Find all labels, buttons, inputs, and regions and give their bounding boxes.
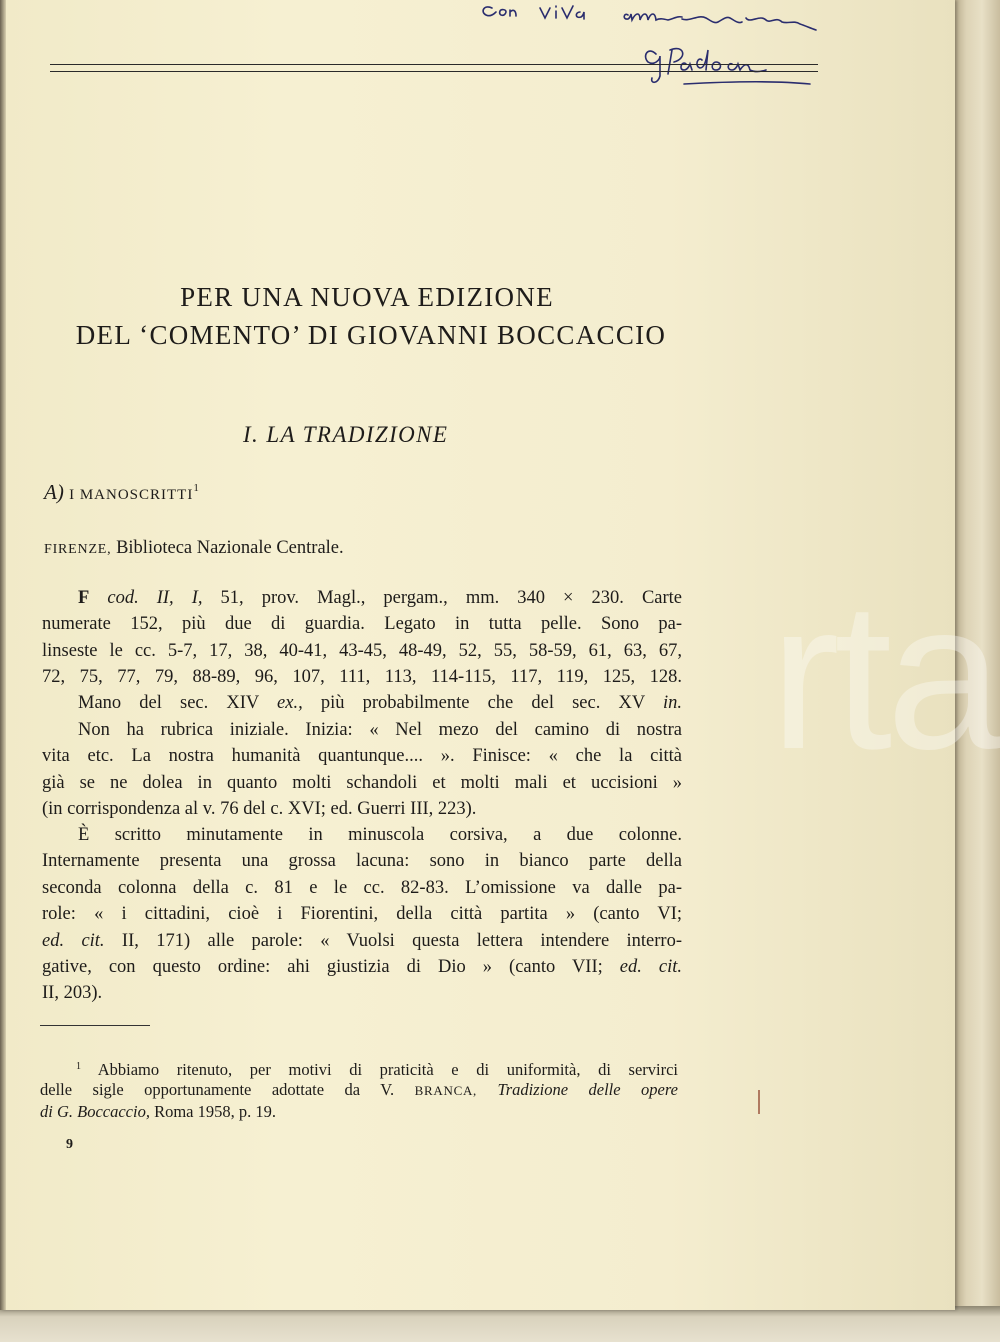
header-rule-bottom xyxy=(50,71,818,72)
text-line: Non ha rubrica iniziale. Inizia: « Nel mezo del camino di nostra xyxy=(78,720,682,740)
title-line-1: PER UNA NUOVA EDIZIONE xyxy=(180,282,554,312)
text-fragment: ed. cit. xyxy=(42,930,105,951)
text-line xyxy=(42,690,682,716)
binding-shadow xyxy=(0,0,6,1310)
text-fragment: più probabilmente che del sec. XV xyxy=(320,693,645,713)
text-line xyxy=(42,585,682,611)
text-line: role: « i cittadini, cioè i Fiorentini, della città partita » (canto VI; xyxy=(42,904,682,925)
book-title: Tradizione delle opere xyxy=(497,1079,679,1099)
footnote-mark: 1 xyxy=(76,1061,81,1072)
text-line: 72, 75, 77, 79, 88-89, 96, 107, 111, 113, 114-115, 117, 119, 125, 128. xyxy=(42,667,682,688)
text-line: linseste le cc. 5-7, 17, 38, 40-41, 43-45, 48-49, 52, 55, 58-59, 61, 63, 67, xyxy=(42,640,682,661)
footnote-rule xyxy=(40,1025,150,1026)
paragraph-codex xyxy=(42,585,682,691)
header-rule-top xyxy=(50,64,818,65)
subheading xyxy=(44,480,199,505)
paragraph-incipit xyxy=(42,717,682,823)
footnote-line xyxy=(40,1056,678,1079)
book-title-cont: di G. Boccaccio, xyxy=(40,1102,150,1121)
footnote-line xyxy=(40,1079,678,1102)
text-fragment: Abbiamo ritenuto, per motivi di praticità e di uniformità, di servirci xyxy=(97,1060,679,1079)
paragraph-lacuna xyxy=(42,822,682,1007)
pencil-mark xyxy=(758,1090,760,1114)
library-name: Biblioteca Nazionale Centrale. xyxy=(116,538,344,558)
footnote-line xyxy=(40,1101,678,1124)
siglum: F xyxy=(78,588,90,608)
library-location xyxy=(44,538,344,559)
codex-shelfmark: cod. II, I, xyxy=(107,588,203,608)
codex-details: 51, prov. Magl., pergam., mm. 340 × 230. Carte xyxy=(220,588,683,608)
text-line: vita etc. La nostra humanità quantunque.... ». Finisce: « che la città xyxy=(42,746,682,767)
text-fragment: ex., xyxy=(277,693,303,713)
inscription-text xyxy=(480,0,704,22)
subheading-text: I MANOSCRITTI xyxy=(69,487,194,503)
text-line: numerate 152, più due di guardia. Legato in tutta pelle. Sono pa- xyxy=(42,614,682,635)
text-line: seconda colonna della c. 81 e le cc. 82-83. L’omissione va dalle pa- xyxy=(42,877,682,898)
text-line xyxy=(42,928,682,954)
text-fragment: ed. cit. xyxy=(619,956,683,977)
author-name: BRANCA, xyxy=(414,1082,477,1098)
text-line: II, 203). xyxy=(42,983,103,1004)
subheading-letter: A) xyxy=(44,480,64,504)
text-line: (in corrispondenza al v. 76 del c. XVI; ed. Guerri III, 223). xyxy=(42,799,477,820)
text-fragment: Mano del sec. XIV xyxy=(78,693,259,713)
text-line xyxy=(42,954,682,980)
city: FIRENZE, xyxy=(44,542,112,557)
text-fragment: delle sigle opportunamente adottate da V. xyxy=(40,1079,395,1099)
paragraph-hand xyxy=(42,690,682,716)
text-fragment: Roma 1958, p. 19. xyxy=(154,1102,277,1121)
page-number: 9 xyxy=(66,1137,73,1152)
text-line: È scritto minutamente in minuscola corsiva, a due colonne. xyxy=(78,825,682,845)
text-line: già se ne dolea in quanto molti schandoli et molti mali et uccisioni » xyxy=(42,772,682,793)
footnote xyxy=(40,1056,678,1124)
section-heading: I. LA TRADIZIONE xyxy=(243,422,449,447)
inscription-signature xyxy=(650,48,746,72)
page-edge-bottom xyxy=(0,1306,1000,1342)
title-line-2: DEL ‘COMENTO’ DI GIOVANNI BOCCACCIO xyxy=(75,320,667,350)
text-fragment: gative, con questo ordine: ahi giustizia di Dio » (canto VII; xyxy=(42,956,603,977)
text-fragment: II, 171) alle parole: « Vuolsi questa lettera intendere interro- xyxy=(121,930,682,951)
text-fragment: in. xyxy=(663,693,683,713)
watermark: rta xyxy=(770,558,998,793)
footnote-reference: 1 xyxy=(193,482,199,494)
text-line: Internamente presenta una grossa lacuna: sono in bianco parte della xyxy=(42,851,682,872)
